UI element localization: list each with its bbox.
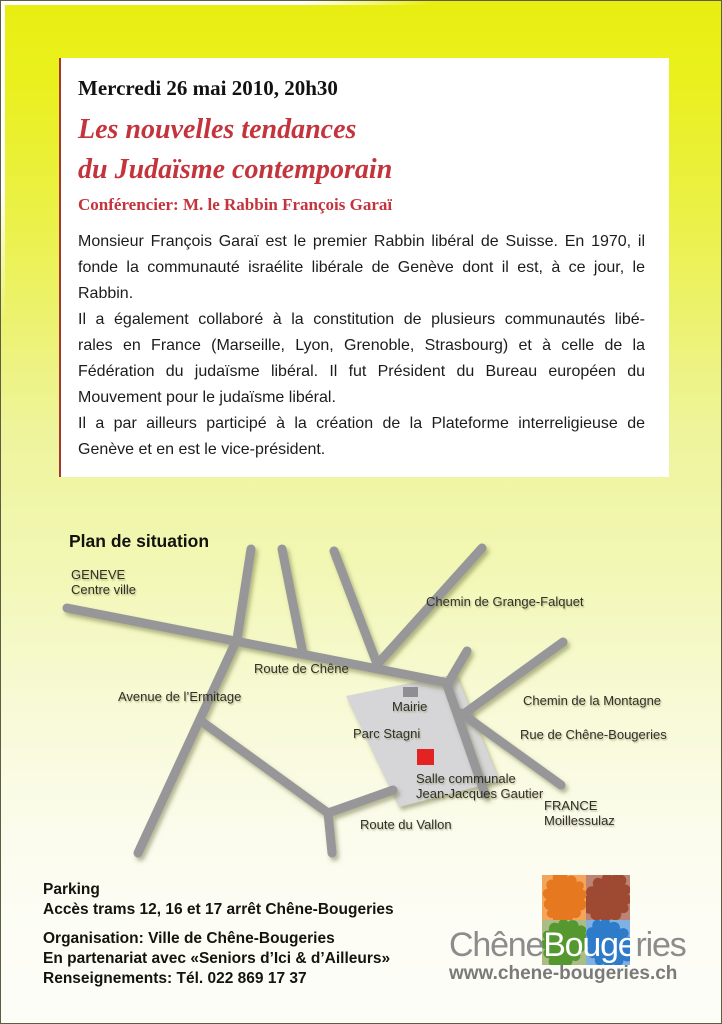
logo-leaf-brown — [586, 875, 630, 920]
body-line: Monsieur François Garaï est le premier Rabbin libéral de Suisse. En 1970, il — [78, 233, 645, 250]
event-title-line2: du Judaïsme contemporain — [78, 154, 393, 185]
body-line: rales en France (Marseille, Lyon, Grenoble, Strasbourg) et à celle de la — [78, 337, 645, 354]
map-label-france: FRANCE Moillessulaz — [544, 798, 615, 828]
logo-wordmark-bouge: Bouge — [543, 926, 636, 964]
body-line: Il a également collaboré à la constitution de plusieurs communautés libé- — [78, 311, 645, 328]
road-montagne — [465, 642, 563, 713]
venue-marker — [417, 749, 434, 765]
parking-title: Parking — [43, 881, 100, 898]
footer-gap — [43, 920, 394, 929]
map-label-route-de-chene: Route de Chêne — [254, 661, 349, 676]
body-line: fonde la communauté israélite libérale de Genève dont il est, à ce jour, le — [78, 259, 645, 276]
logo-wordmark-ries: ries — [635, 926, 686, 964]
map-label-salle-communale: Salle communale Jean-Jacques Gautier — [416, 771, 544, 801]
logo-wordmark — [449, 927, 686, 963]
partnership: En partenariat avec «Seniors d’Ici & d’Ailleurs» — [43, 950, 391, 967]
event-title-line1: Les nouvelles tendances — [78, 114, 357, 145]
road-vallon-stem — [201, 721, 328, 813]
mairie-marker — [403, 687, 418, 697]
body-line: Genève et en est le vice-président. — [78, 441, 326, 458]
logo-leaf-orange — [542, 875, 586, 920]
map-heading: Plan de situation — [69, 531, 210, 551]
road-vallon-east — [328, 790, 393, 813]
map-label-grange-falquet: Chemin de Grange-Falquet — [426, 594, 584, 609]
road-top-b — [282, 549, 303, 654]
map-label-rue-chene-bougeries: Rue de Chêne-Bougeries — [520, 727, 667, 742]
body-line: Mouvement pour le judaïsme libéral. — [78, 389, 336, 406]
map-label-geneve: GENEVE Centre ville — [71, 567, 137, 597]
map-label-mairie: Mairie — [392, 699, 428, 714]
logo-wordmark-chene: Chêne — [449, 926, 544, 964]
body-line: Fédération du judaïsme libéral. Il fut Président du Bureau européen du — [78, 363, 645, 380]
footer-info — [43, 880, 394, 989]
map-label-avenue-ermitage: Avenue de l’Ermitage — [118, 689, 242, 704]
event-speaker: Conférencier: M. le Rabbin François Garaï — [78, 195, 393, 214]
logo-chene-bougeries — [441, 871, 719, 1001]
body-line: Rabbin. — [78, 285, 134, 302]
map-label-route-du-vallon: Route du Vallon — [360, 817, 452, 832]
body-line: Il a par ailleurs participé à la création de la Plateforme interreligieuse de — [78, 415, 645, 432]
road-top-c — [334, 551, 379, 669]
logo-url: www.chene-bougeries.ch — [449, 963, 678, 984]
tram-access: Accès trams 12, 16 et 17 arrêt Chêne-Bougeries — [43, 901, 394, 918]
map-label-chemin-montagne: Chemin de la Montagne — [523, 693, 662, 708]
parc-stagni-area — [346, 674, 499, 807]
contact-info: Renseignements: Tél. 022 869 17 37 — [43, 970, 307, 987]
road-ermitage — [138, 549, 251, 853]
roads — [67, 548, 563, 853]
event-date: Mercredi 26 mai 2010, 20h30 — [78, 76, 338, 100]
map-label-parc-stagni: Parc Stagni — [353, 726, 421, 741]
road-vallon-south — [328, 813, 332, 853]
organisation: Organisation: Ville de Chêne-Bougeries — [43, 930, 335, 947]
